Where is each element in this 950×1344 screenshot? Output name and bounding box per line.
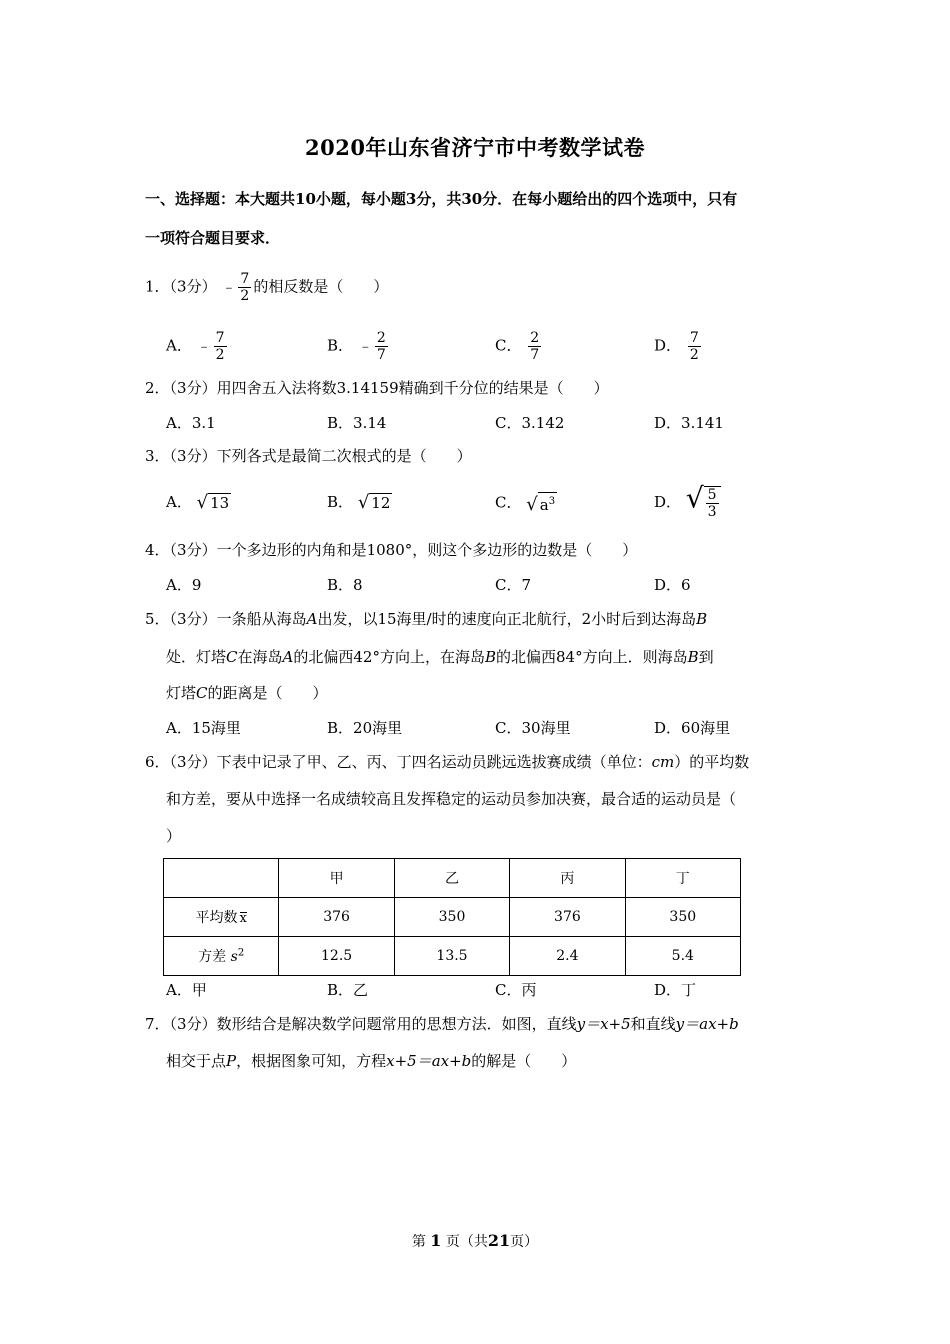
page-footer: 第 1 页（共21页）: [411, 1231, 539, 1250]
q5-option-d[interactable]: D．60海里: [654, 719, 731, 737]
page-title: 2020年山东省济宁市中考数学试卷: [305, 135, 645, 160]
table-header-row: [164, 859, 741, 898]
q1-option-d[interactable]: D． $\frac{7}{2}$: [654, 330, 699, 363]
question-5-line2: 处．灯塔C在海岛A的北偏西42°方向上，在海岛B的北偏西84°方向上．则海岛B到: [166, 648, 714, 666]
row-label-variance: 方差 $s^2$: [164, 937, 279, 976]
q3-option-d[interactable]: D． √ $\frac{5}{3}$: [654, 486, 721, 520]
sqrt-12: √ 12: [357, 492, 391, 513]
q1-option-a[interactable]: A． ﹣ $\frac{7}{2}$: [166, 330, 225, 363]
q6-option-c[interactable]: C．丙: [495, 981, 537, 999]
question-1: [145, 271, 388, 304]
q2-option-b[interactable]: B．3.14: [327, 414, 387, 432]
question-5-line3: 灯塔C的距离是（ ）: [166, 684, 328, 702]
q4-option-d[interactable]: D．6: [654, 576, 691, 594]
question-6-line1: 6．（3分）下表中记录了甲、乙、丙、丁四名运动员跳远选拔赛成绩（单位：cm）的平均数: [145, 753, 750, 771]
question-7-line1: 7．（3分）数形结合是解决数学问题常用的思想方法．如图，直线y＝x+5和直线y＝ax+b: [145, 1015, 739, 1033]
sqrt-13: √ 13: [196, 492, 230, 513]
q1-option-b[interactable]: B． ﹣ $\frac{2}{7}$: [327, 330, 386, 363]
q6-option-a[interactable]: A．甲: [166, 981, 207, 999]
q4-option-c[interactable]: C．7: [495, 576, 532, 594]
q3-option-c[interactable]: C． √ $a^3$: [495, 493, 556, 515]
table-header-cell: [164, 859, 279, 898]
table-cell: 350: [625, 898, 740, 937]
table-cell: 376: [510, 898, 625, 937]
q4-option-a[interactable]: A．9: [166, 576, 202, 594]
table-cell: 12.5: [279, 937, 394, 976]
question-6-line3: ）: [166, 827, 182, 845]
sqrt-a-cubed: √ $a^3$: [526, 494, 556, 515]
q1-fraction: $\frac{7}{2}$: [240, 271, 250, 304]
score-table: [163, 858, 741, 976]
total-pages: 21: [487, 1231, 511, 1250]
table-cell: 13.5: [394, 937, 509, 976]
question-5-line1: 5．（3分）一条船从海岛A出发，以15海里/时的速度向正北航行，2小时后到达海岛B: [145, 610, 708, 628]
question-6-line2: 和方差，要从中选择一名成绩较高且发挥稳定的运动员参加决赛，最合适的运动员是（: [166, 790, 737, 808]
question-7-line2: 相交于点P，根据图象可知，方程x+5＝ax+b的解是（ ）: [166, 1052, 577, 1070]
table-header-cell: 乙: [394, 859, 509, 898]
page-number: 1: [430, 1231, 442, 1250]
q1-neg: ﹣: [221, 277, 237, 296]
q6-option-b[interactable]: B．乙: [327, 981, 369, 999]
q2-option-a[interactable]: A．3.1: [166, 414, 216, 432]
q5-option-c[interactable]: C．30海里: [495, 719, 571, 737]
table-header-cell: 甲: [279, 859, 394, 898]
question-4: 4．（3分）一个多边形的内角和是1080°，则这个多边形的边数是（ ）: [145, 541, 638, 559]
q2-option-c[interactable]: C．3.142: [495, 414, 565, 432]
q1-option-c[interactable]: C． $\frac{2}{7}$: [495, 330, 540, 363]
question-3: 3．（3分）下列各式是最简二次根式的是（ ）: [145, 447, 472, 465]
q1-prefix: 1．（3分）: [145, 277, 217, 296]
table-header-cell: 丙: [510, 859, 625, 898]
q4-option-b[interactable]: B．8: [327, 576, 363, 594]
table-cell: 2.4: [510, 937, 625, 976]
section-heading-line1: 一、选择题：本大题共10小题，每小题3分，共30分．在每小题给出的四个选项中，只有: [145, 190, 738, 208]
sqrt-5-over-3: √ $\frac{5}{3}$: [686, 486, 721, 520]
table-cell: 5.4: [625, 937, 740, 976]
table-header-cell: 丁: [625, 859, 740, 898]
q3-option-a[interactable]: A． √ 13: [166, 492, 230, 513]
q5-option-b[interactable]: B．20海里: [327, 719, 403, 737]
q2-option-d[interactable]: D．3.141: [654, 414, 724, 432]
table-cell: 350: [394, 898, 509, 937]
q6-option-d[interactable]: D．丁: [654, 981, 697, 999]
table-row-mean: [164, 898, 741, 937]
section-heading-line2: 一项符合题目要求．: [145, 229, 281, 247]
table-cell: 376: [279, 898, 394, 937]
question-2: 2．（3分）用四舍五入法将数3.14159精确到千分位的结果是（ ）: [145, 379, 609, 397]
q3-option-b[interactable]: B． √ 12: [327, 492, 391, 513]
row-label-mean: 平均数 x: [164, 898, 279, 937]
q1-suffix: 的相反数是（ ）: [253, 277, 389, 296]
table-row-variance: [164, 937, 741, 976]
q5-option-a[interactable]: A．15海里: [166, 719, 241, 737]
